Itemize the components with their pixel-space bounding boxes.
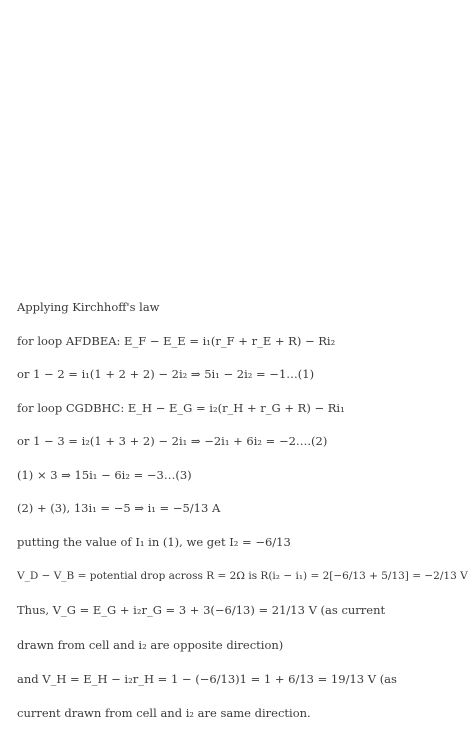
solution-line-1: Applying Kirchhoff's law [17,300,160,314]
solution-line-12: and V_H = E_H − i₂r_H = 1 − (−6/13)1 = 1 + 6/13 = 19/13 V (as [17,672,397,686]
solution-line-7: (2) + (3), 13i₁ = −5 ⇒ i₁ = −5/13 A [17,501,221,515]
solution-line-11: drawn from cell and i₂ are opposite direction) [17,638,284,652]
solution-line-6: (1) × 3 ⇒ 15i₁ − 6i₂ = −3…(3) [17,468,192,482]
solution-line-10: Thus, V_G = E_G + i₂r_G = 3 + 3(−6/13) = 21/13 V (as current [17,603,386,617]
solution-line-9: V_D − V_B = potential drop across R = 2Ω is R(i₂ − i₁) = 2[−6/13 + 5/13] = −2/13 V [17,570,468,582]
solution-line-5: or 1 − 3 = i₂(1 + 3 + 2) − 2i₁ ⇒ −2i₁ + 6i₂ = −2….(2) [17,434,328,448]
solution-line-13: current drawn from cell and i₂ are same direction. [17,706,311,720]
solution-line-3: or 1 − 2 = i₁(1 + 2 + 2) − 2i₂ ⇒ 5i₁ − 2i₂ = −1…(1) [17,367,315,381]
solution-line-2: for loop AFDBEA: E_F − E_E = i₁(r_F + r_E + R) − Ri₂ [17,334,336,348]
solution-line-4: for loop CGDBHC: E_H − E_G = i₂(r_H + r_G + R) − Ri₁ [17,401,345,415]
solution-line-8: putting the value of I₁ in (1), we get I₂ = −6/13 [17,535,291,549]
